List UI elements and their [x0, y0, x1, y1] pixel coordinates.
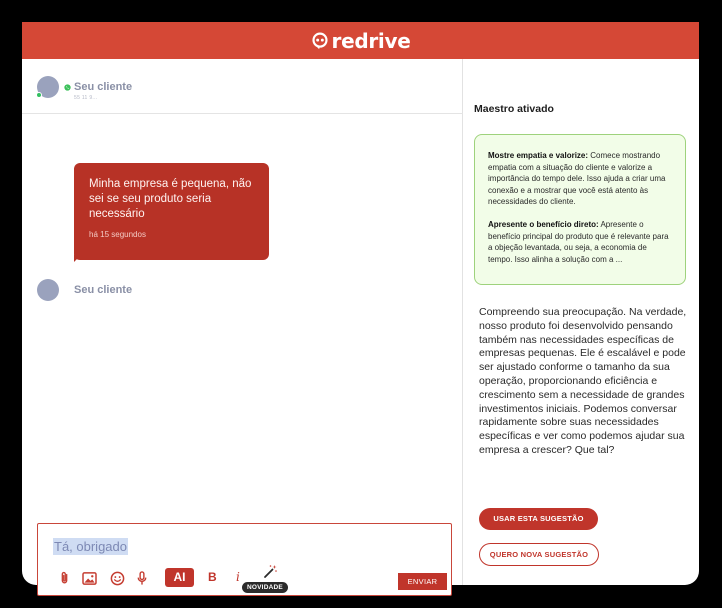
image-icon[interactable] [81, 570, 97, 586]
incoming-message-bubble [74, 163, 269, 260]
italic-button[interactable]: i [236, 570, 240, 584]
typing-contact-avatar [37, 279, 59, 301]
message-text: Minha empresa é pequena, não sei se seu produto seria necessário [89, 178, 252, 220]
microphone-icon[interactable] [134, 570, 150, 586]
tips-box [474, 134, 686, 285]
new-suggestion-button[interactable]: QUERO NOVA SUGESTÃO [479, 543, 599, 566]
maestro-title: Maestro ativado [474, 103, 554, 115]
suggested-reply: Compreendo sua preocupação. Na verdade, nosso produto foi desenvolvido pensando também nas necessidades específicas de empresas pequenas. Ele é escalável e pode ser ajustado conforme o tamanho da sua operação, proporcionando eficiência e crescimento sem a necessidade de grandes investimentos iniciais. Podemos conversar rapidamente sobre suas necessidades específicas e ver como podemos ajudar sua empresa a crescer? Que tal? [479, 306, 687, 456]
maestro-panel [464, 59, 699, 585]
tip-benefit-body: Apresente o benefício principal do produto que é relevante para a objeção levantada, ou seja, a economia de tempo. Isso alinha a solução com a ... [488, 219, 669, 264]
tip-benefit [488, 219, 673, 265]
brand-name: redrive [331, 28, 411, 53]
paperclip-icon[interactable] [56, 570, 72, 586]
ai-button[interactable]: AI [165, 568, 194, 587]
typing-contact-name: Seu cliente [74, 284, 133, 296]
chat-panel [22, 59, 463, 591]
top-bar [22, 22, 699, 59]
contact-name[interactable]: Seu cliente [74, 81, 133, 93]
brand-logo [311, 29, 411, 53]
bold-button[interactable]: B [208, 570, 217, 584]
app-screen [22, 22, 699, 591]
whatsapp-icon [64, 84, 71, 91]
magic-wand-icon[interactable] [262, 564, 278, 580]
contact-phone: 55 11 9... [74, 95, 98, 101]
use-suggestion-button[interactable]: USAR ESTA SUGESTÃO [479, 508, 598, 530]
emoji-icon[interactable] [109, 570, 125, 586]
new-feature-badge: NOVIDADE [242, 582, 288, 593]
tip-empathy [488, 150, 673, 208]
composer-input[interactable]: Tá, obrigado [54, 539, 127, 554]
chat-header [22, 59, 463, 114]
tip-empathy-heading: Mostre empatia e valorize: [488, 151, 589, 160]
online-status-dot [36, 92, 42, 98]
redrive-logo-icon [311, 32, 329, 50]
tip-empathy-body: Comece mostrando empatia com a situação do cliente e valorize a importância do tempo dele. Isso ajuda a criar uma conexão e a mostrar que você está atento às necessidades do cliente. [488, 151, 666, 207]
bubble-tail [74, 255, 81, 262]
message-time: há 15 segundos [89, 230, 146, 239]
message-composer[interactable] [37, 523, 452, 596]
send-button[interactable]: ENVIAR [398, 573, 447, 590]
tip-benefit-heading: Apresente o benefício direto: [488, 219, 599, 229]
